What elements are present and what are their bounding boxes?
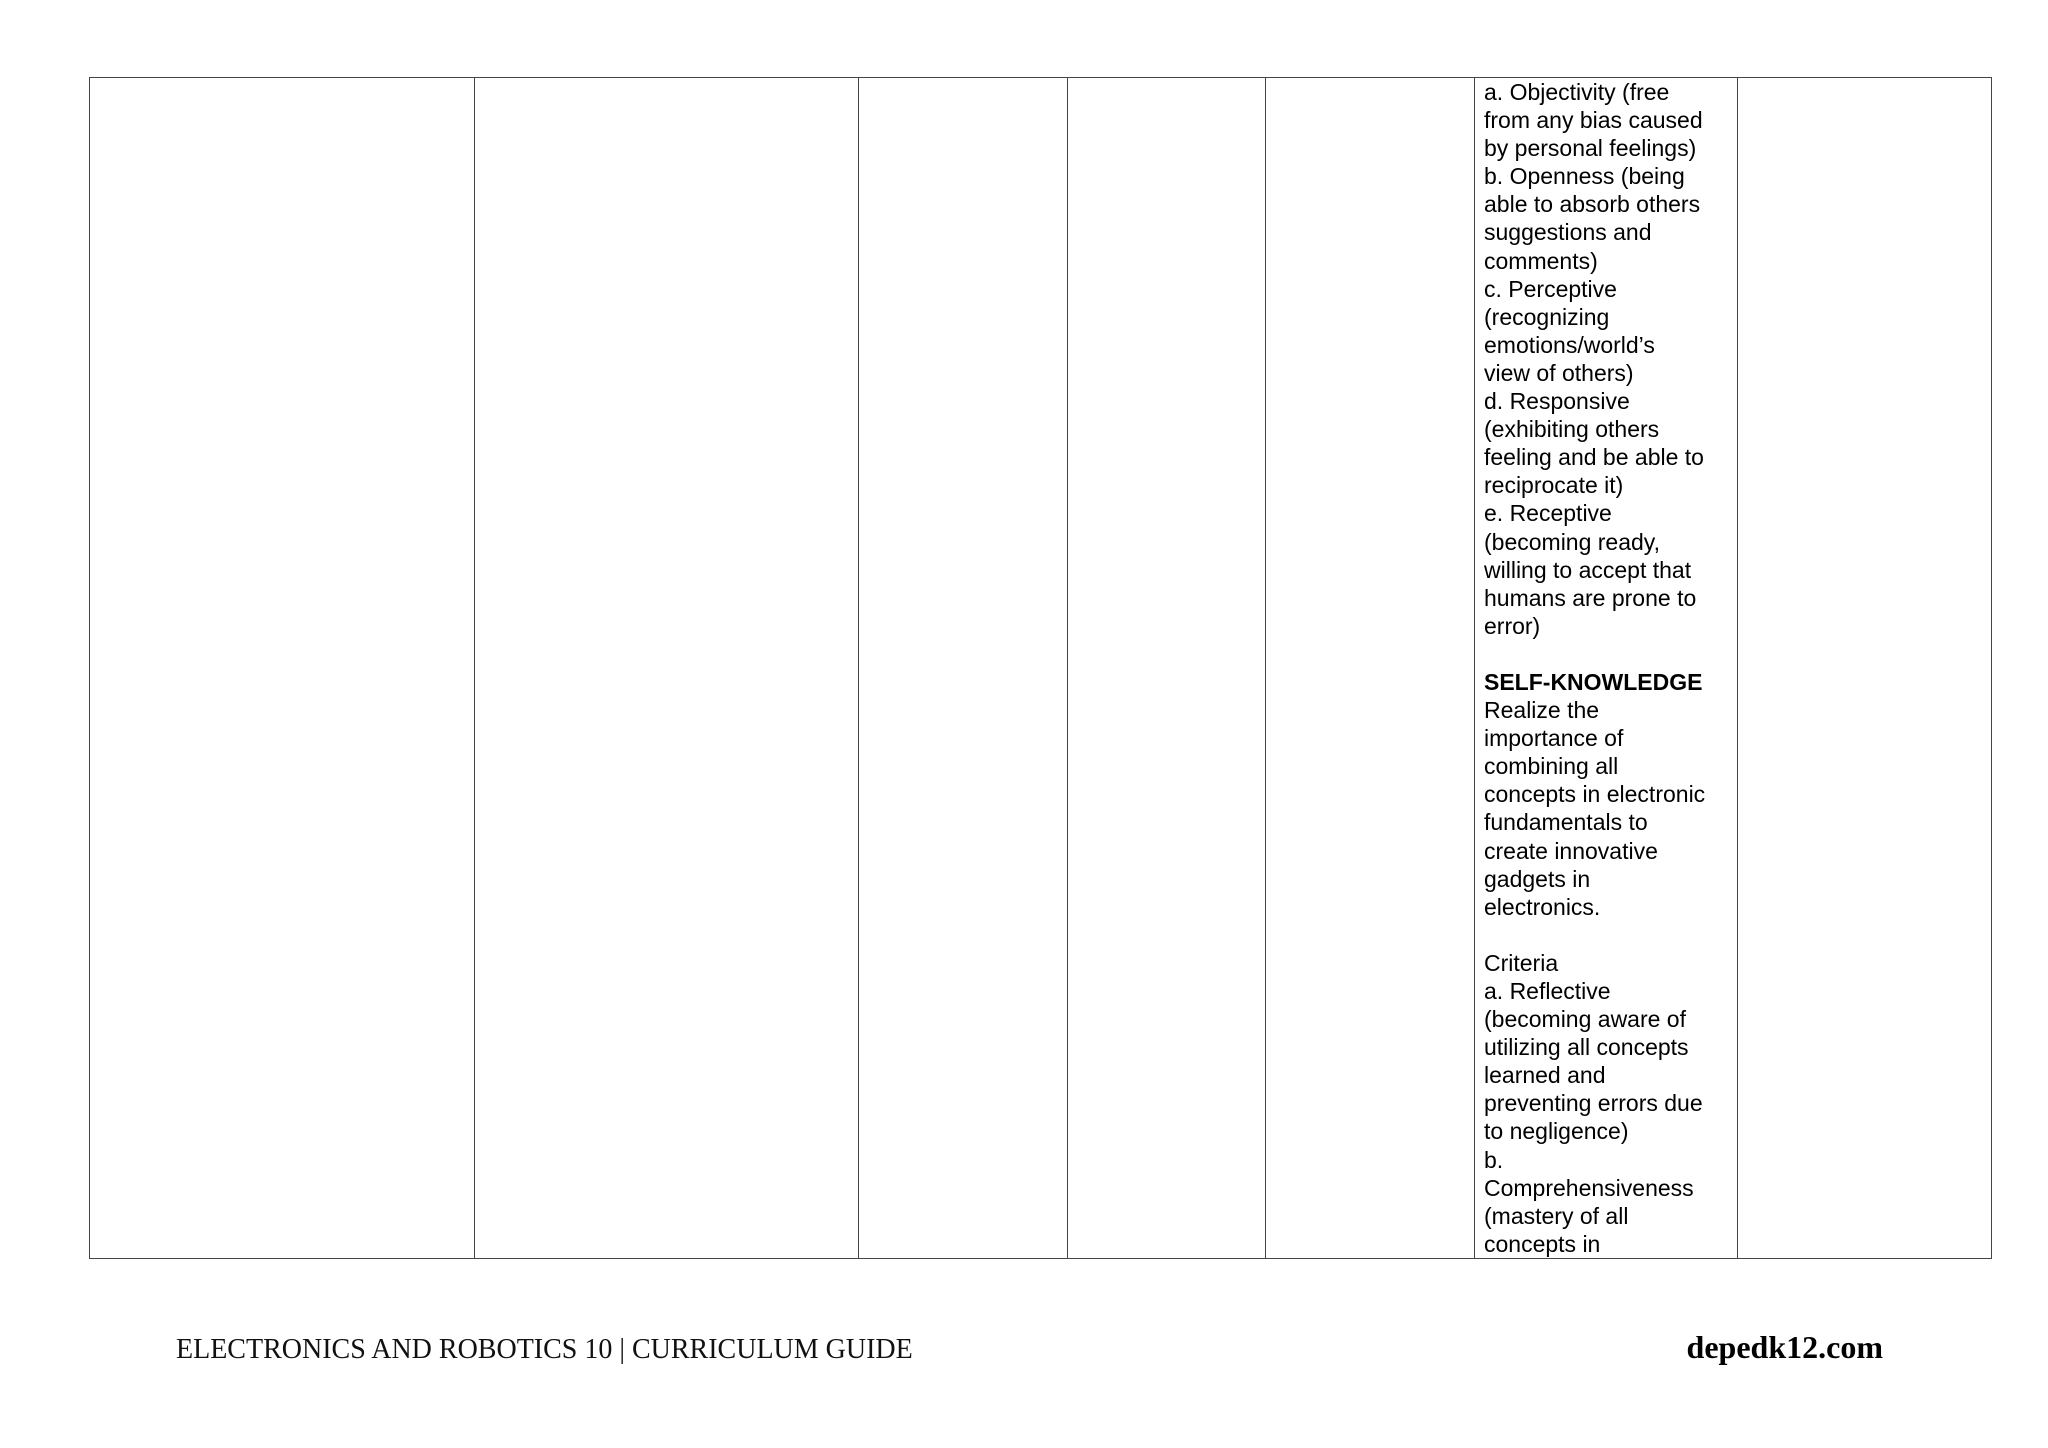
cell-line: create innovative [1484, 837, 1658, 864]
cell-line: (exhibiting others [1484, 416, 1660, 443]
section-heading: SELF-KNOWLEDGE [1484, 668, 1703, 695]
cell-line: humans are prone to [1484, 584, 1697, 611]
cell-line: feeling and be able to [1484, 444, 1704, 471]
cell-line: Criteria [1484, 949, 1559, 976]
blank-line [1484, 921, 1729, 949]
cell-line: b. [1484, 1146, 1504, 1173]
column-divider [474, 78, 475, 1258]
column-divider [1265, 78, 1266, 1258]
cell-line: by personal feelings) [1484, 135, 1697, 162]
cell-line: c. Perceptive [1484, 275, 1617, 302]
cell-line: combining all [1484, 753, 1619, 780]
footer-site: depedk12.com [1686, 1329, 1883, 1365]
cell-line: b. Openness (being [1484, 163, 1685, 190]
cell-line: a. Reflective [1484, 978, 1611, 1004]
cell-line: gadgets in [1484, 865, 1591, 892]
column-divider [1737, 78, 1738, 1258]
cell-line: learned and [1484, 1062, 1606, 1089]
cell-line: (becoming aware of [1484, 1006, 1686, 1033]
cell-line: to negligence) [1484, 1118, 1629, 1145]
column-divider [1474, 78, 1475, 1258]
cell-line: (mastery of all [1484, 1202, 1629, 1229]
cell-line: from any bias caused [1484, 107, 1703, 134]
cell-line: Realize the [1484, 697, 1600, 724]
footer-title: ELECTRONICS AND ROBOTICS 10 | CURRICULUM GUIDE [176, 1334, 913, 1365]
cell-line: reciprocate it) [1484, 472, 1624, 499]
cell-line: (becoming ready, [1484, 528, 1660, 555]
cell-line: a. Objectivity (free [1484, 79, 1670, 105]
blank-line [1484, 640, 1729, 668]
cell-line: concepts in [1484, 1230, 1601, 1257]
cell-line: able to absorb others [1484, 191, 1701, 218]
cell-line: error) [1484, 612, 1541, 639]
cell-line: view of others) [1484, 359, 1634, 386]
column-divider [1067, 78, 1068, 1258]
cell-line: fundamentals to [1484, 809, 1648, 836]
cell-line: suggestions and [1484, 219, 1652, 246]
cell-line: e. Receptive [1484, 500, 1612, 527]
cell-line: utilizing all concepts [1484, 1034, 1689, 1061]
cell-line: importance of [1484, 725, 1624, 752]
assessment-criteria-cell [1484, 78, 1729, 1258]
cell-line: comments) [1484, 247, 1598, 274]
column-divider [858, 78, 859, 1258]
cell-line: (recognizing [1484, 303, 1610, 330]
cell-line: d. Responsive [1484, 388, 1630, 415]
cell-line: emotions/world’s [1484, 331, 1655, 358]
cell-line: willing to accept that [1484, 556, 1692, 583]
cell-line: concepts in electronic [1484, 781, 1706, 808]
cell-line: Comprehensiveness [1484, 1174, 1694, 1201]
cell-line: preventing errors due [1484, 1090, 1703, 1117]
cell-line: electronics. [1484, 893, 1601, 920]
